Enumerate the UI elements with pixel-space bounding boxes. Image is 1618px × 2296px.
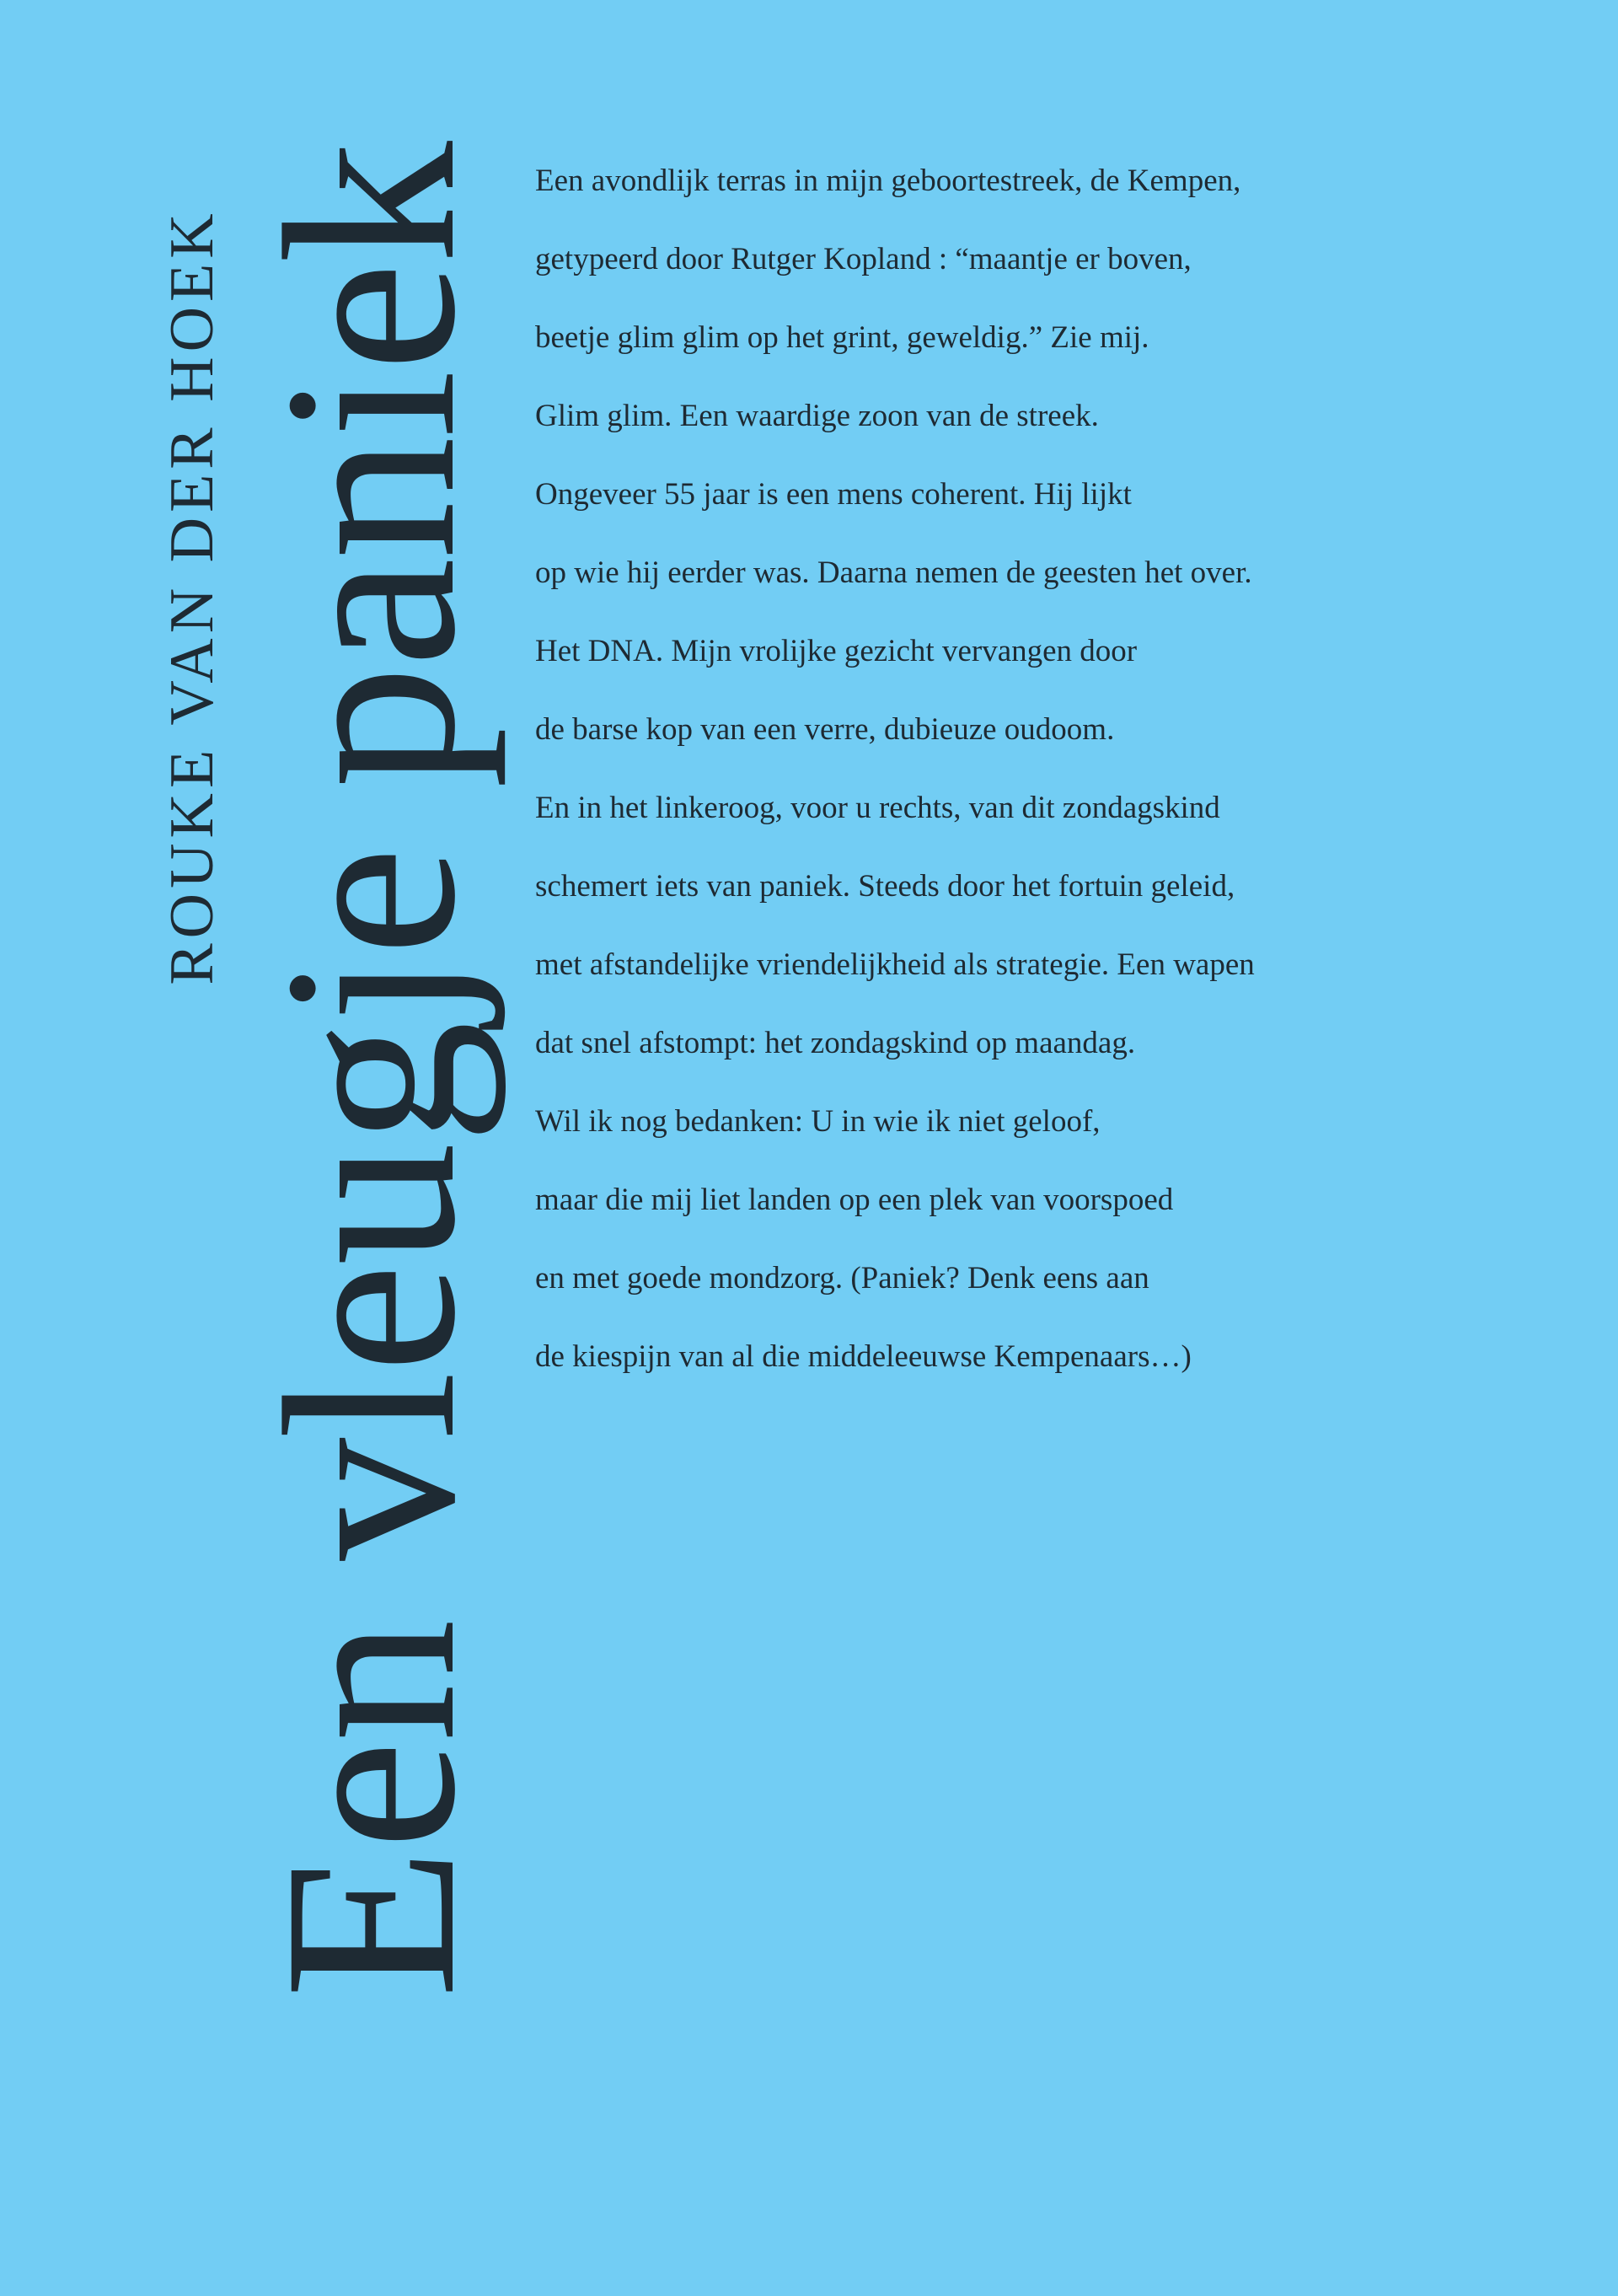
text-line: Ongeveer 55 jaar is een mens coherent. Hij lijkt: [535, 477, 1132, 512]
text-line: en met goede mondzorg. (Paniek? Denk eens aan: [535, 1261, 1149, 1296]
text-line: getypeerd door Rutger Kopland : “maantje er boven,: [535, 242, 1192, 276]
text-line: En in het linkeroog, voor u rechts, van dit zondagskind: [535, 791, 1220, 825]
text-line: op wie hij eerder was. Daarna nemen de geesten het over.: [535, 555, 1252, 590]
text-line: met afstandelijke vriendelijkheid als strategie. Een wapen: [535, 947, 1255, 982]
book-title-text: Een vleugje paniek: [234, 142, 506, 1998]
text-line: schemert iets van paniek. Steeds door het fortuin geleid,: [535, 869, 1235, 904]
text-line: Glim glim. Een waardige zoon van de streek.: [535, 399, 1099, 433]
back-cover-text: [535, 142, 1319, 1396]
text-line: maar die mij liet landen op een plek van voorspoed: [535, 1183, 1174, 1217]
text-line: Het DNA. Mijn vrolijke gezicht vervangen door: [535, 634, 1138, 668]
text-line: Wil ik nog bedanken: U in wie ik niet geloof,: [535, 1104, 1101, 1139]
author-name-text: ROUKE VAN DER HOEK: [158, 207, 227, 985]
text-line: beetje glim glim op het grint, geweldig.” Zie mij.: [535, 320, 1149, 355]
text-line: de kiespijn van al die middeleeuwse Kempenaars…): [535, 1339, 1192, 1374]
text-line: de barse kop van een verre, dubieuze oudoom.: [535, 712, 1115, 747]
text-line: dat snel afstompt: het zondagskind op maandag.: [535, 1026, 1136, 1060]
author-name: [158, 148, 226, 1045]
text-line: Een avondlijk terras in mijn geboortestreek, de Kempen,: [535, 164, 1241, 198]
book-title: [234, 126, 506, 2014]
